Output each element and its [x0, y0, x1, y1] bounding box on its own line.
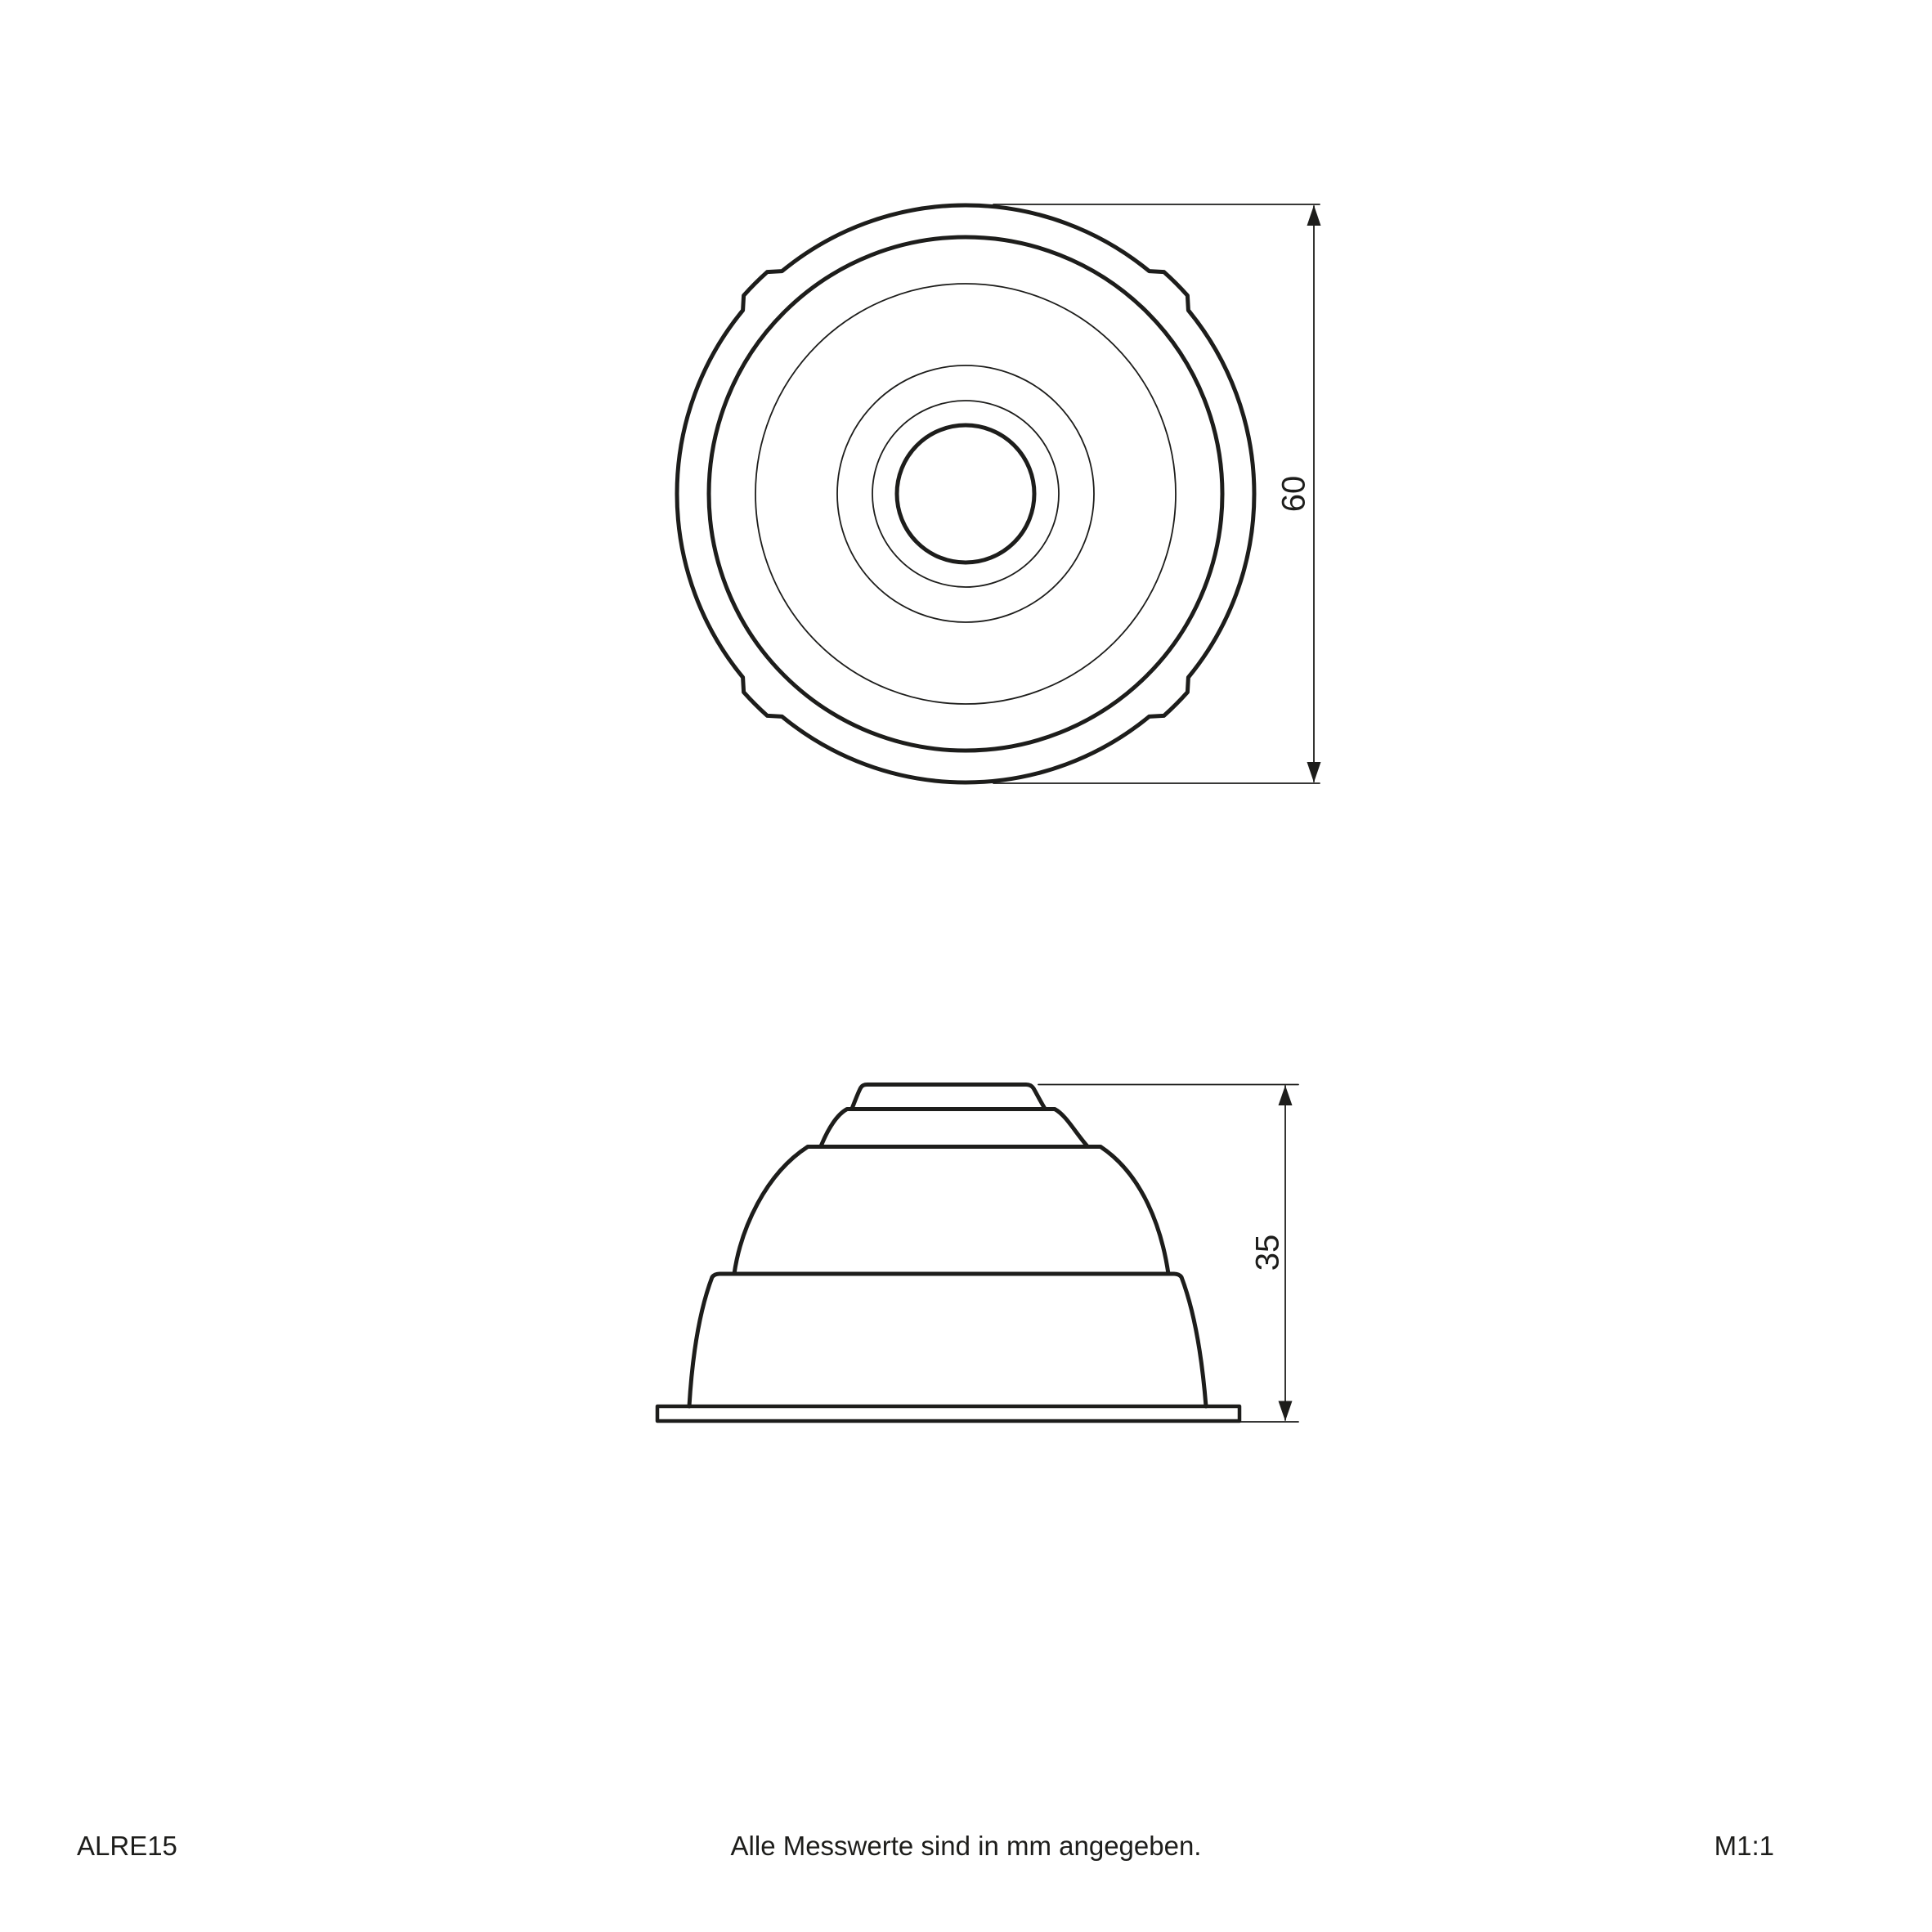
top-view-center-hole-circle — [897, 425, 1034, 563]
side-view-tier2-profile — [734, 1147, 1168, 1275]
top-view-diameter-label: 60 — [1275, 475, 1312, 513]
top-view-facet-circle-3 — [872, 401, 1059, 587]
side-view-dimension-arrow-up — [1279, 1086, 1293, 1106]
top-view-facet-circle-1 — [755, 284, 1176, 704]
side-view-top-cap-profile — [852, 1085, 1045, 1109]
drawing-scale: M1:1 — [1714, 1831, 1774, 1861]
side-view-base-plate — [657, 1406, 1239, 1421]
measurement-note: Alle Messwerte sind in mm angegeben. — [730, 1831, 1202, 1861]
side-view-height-label: 35 — [1249, 1234, 1286, 1271]
top-view-outer-circle-with-tabs — [677, 205, 1254, 782]
top-view-dimension-arrow-up — [1307, 205, 1321, 226]
side-view-dimension-arrow-down — [1279, 1401, 1293, 1422]
top-view-facet-circle-2 — [837, 365, 1094, 622]
top-view-rim-circle — [709, 237, 1222, 751]
side-view-tier1-profile — [689, 1274, 1206, 1406]
part-number: ALRE15 — [77, 1831, 177, 1861]
top-view-dimension-arrow-down — [1307, 762, 1321, 782]
side-view-tier3-profile — [821, 1109, 1087, 1147]
